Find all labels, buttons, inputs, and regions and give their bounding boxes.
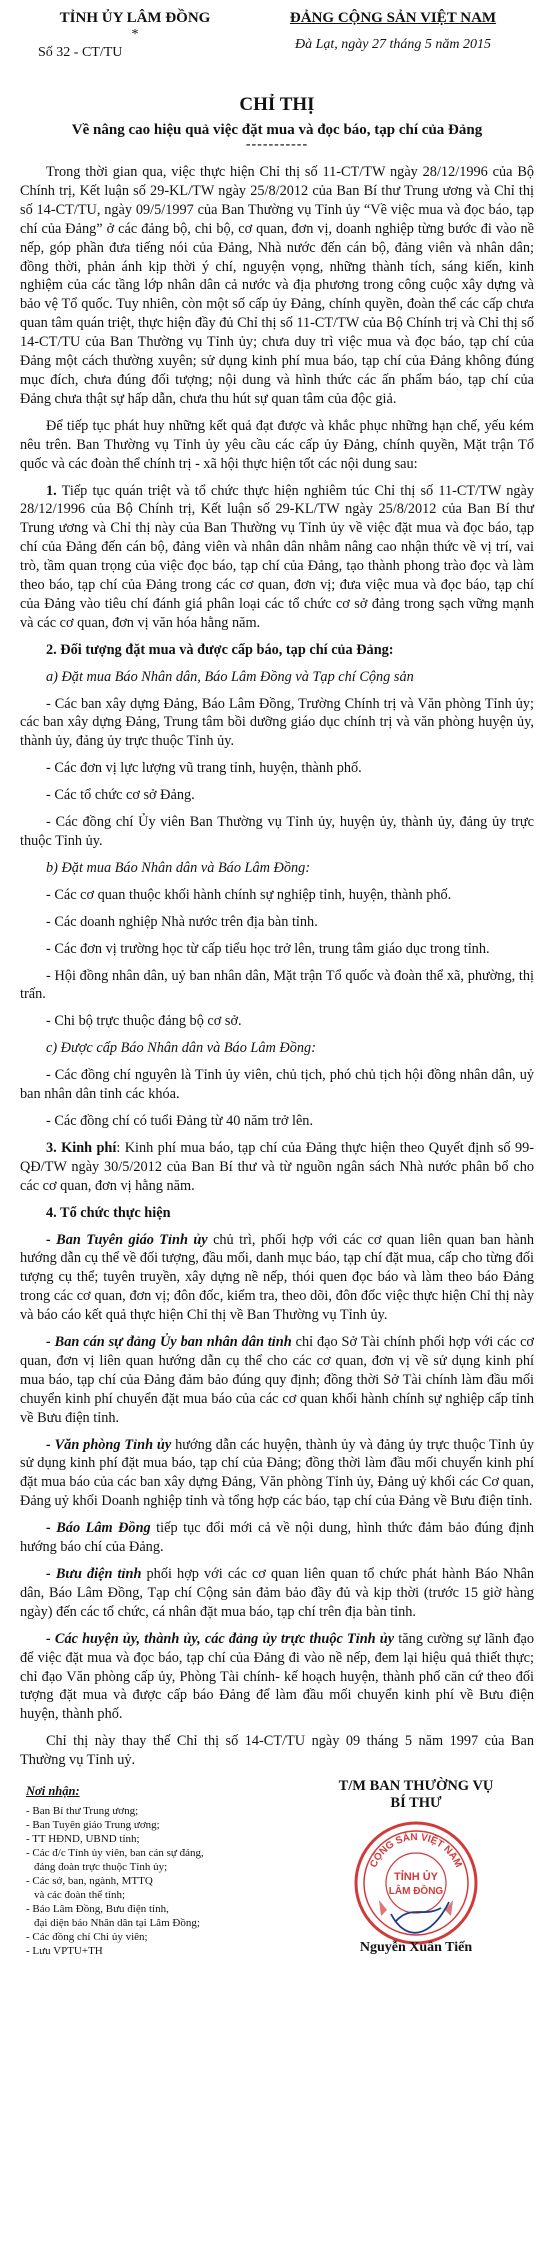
recipient-item: và các đoàn thể tỉnh; (34, 1889, 126, 1902)
recipient-item: - Báo Lâm Đồng, Bưu điện tỉnh, (26, 1903, 169, 1916)
paragraph-section-3: 3. Kinh phí: Kinh phí mua báo, tạp chí của Đảng thực hiện theo Quyết định số 99-QĐ/TW ngày 30/5/2012 của Ban Bí thư và từ nguồn ngân sách Nhà nước phân bổ cho các cơ quan, đơn vị hằng năm. (20, 1139, 534, 1194)
paragraph-replacement: Chỉ thị này thay thế Chỉ thị số 14-CT/TU ngày 09 tháng 5 năm 1997 của Ban Thường vụ Tỉnh uỷ. (20, 1733, 534, 1769)
subheading-2a: a) Đặt mua Báo Nhân dân, Báo Lâm Đồng và Tạp chí Cộng sản (46, 668, 414, 685)
paragraph-request: Để tiếp tục phát huy những kết quả đạt được và khắc phục những hạn chế, yếu kém nêu trên. Ban Thường vụ Tỉnh ủy yêu cầu các cấp ủy Đảng, chính quyền, Mặt trận Tổ quốc và các đoàn thể chính trị - xã hội thực hiện tốt các nội dung sau: (20, 417, 534, 472)
title-divider: ----------- (245, 137, 309, 152)
list-item: - Các đơn vị lực lượng vũ trang tỉnh, huyện, thành phố. (46, 760, 362, 777)
paragraph-section-1: 1. Tiếp tục quán triệt và tổ chức thực hiện nghiêm túc Chỉ thị số 11-CT/TW ngày 28/12/1996 của Bộ Chính trị, Kết luận số 29-KL/TW ngày 25/8/2012 của Ban Bí thư Trung ương và Chỉ thị này của Ban Thường vụ Tỉnh ủy về việc đặt mua và đọc báo, tạp chí của Đảng đến cán bộ, đảng viên và nhân dân nhằm nâng cao nhận thức về vị trí, vai trò, tầm quan trọng của việc đọc báo, tạp chí của Đảng, tạo thành phong trào đọc và làm theo báo, tạp chí của Đảng trong các cơ quan, đơn vị; đưa việc mua và đọc báo, tạp chí của Đảng vào tiêu chí đánh giá phân loại các tổ chức cơ sở đảng trong sạch vững mạnh và các cơ quan, đơn vị văn hóa hằng năm. (20, 482, 534, 631)
paragraph-task-office: - Văn phòng Tỉnh ủy hướng dẫn các huyện, thành ủy và đảng ủy trực thuộc Tỉnh ủy sử dụng kinh phí đặt mua báo, tạp chí của Đảng; đồng thời làm đầu mối chuyển kinh phí đặt mua báo của các ban xây dựng Đảng, Văn phòng Tỉnh ủy, Đảng uỷ khối các Cơ quan, Đảng uỷ khối Doanh nghiệp tỉnh và tổng hợp các báo, tạp chí của Đảng về Bưu điện tỉnh. (20, 1436, 535, 1510)
recipient-item: đảng đoàn trực thuộc Tỉnh ủy; (34, 1861, 168, 1874)
document-date: Đà Lạt, ngày 27 tháng 5 năm 2015 (295, 37, 491, 52)
recipient-item: - Ban Bí thư Trung ương; (26, 1805, 139, 1818)
document-title: CHỈ THỊ (239, 94, 315, 115)
paragraph-task-propaganda: - Ban Tuyên giáo Tỉnh ủy chủ trì, phối hợp với các cơ quan liên quan ban hành hướng dẫn cụ thể về đối tượng, đầu mối, danh mục báo, tạp chí đặt mua, cấp cho từng đối tượng cụ thể; tuyên truyền, xây dựng nề nếp, thói quen đọc báo và làm theo báo Đảng trong các cơ quan, đơn vị; đôn đốc, kiểm tra, theo dõi, đôn đốc việc thực hiện Chỉ thị này và báo cáo kết quả thực hiện Chỉ thị về Ban Thường vụ Tỉnh ủy. (20, 1231, 534, 1324)
paragraph-intro: Trong thời gian qua, việc thực hiện Chỉ thị số 11-CT/TW ngày 28/12/1996 của Bộ Chính trị, Kết luận số 29-KL/TW ngày 25/8/2012 của Ban Bí thư Trung ương và Chỉ thị số 14-CT/TU, ngày 09/5/1997 của Ban Thường vụ Tỉnh ủy “Về việc mua và đọc báo, tạp chí của Đảng” ở các đảng bộ, chi bộ, cơ quan, đơn vị, doanh nghiệp từng bước đi vào nề nếp, góp phần đưa tiếng nói của Đảng, Nhà nước đến cán bộ, đảng viên và nhân dân; đồng thời, phản ánh kịp thời ý chí, nguyện vọng, những thành tích, sáng kiến, kinh nghiệm của các tầng lớp nhân dân cả nước và địa phương trong công cuộc xây dựng và bảo vệ Tổ quốc. Tuy nhiên, còn một số cấp ủy Đảng, chính quyền, đoàn thể các cấp chưa quan tâm quán triệt, thực hiện đầy đủ Chỉ thị số 11-CT/TW của Bộ Chính trị và Chỉ thị số 14-CT/TU của Ban Thường vụ Tỉnh ủy; chưa duy trì việc mua và đọc báo, tạp chí của Đảng một cách thường xuyên; sử dụng kinh phí mua báo, tạp chí của Đảng không đúng mục đích, chưa đúng đối tượng; nội dung và hình thức các ấn phẩm báo, tạp chí của Đảng chưa thật sự hấp dẫn, chưa thu hút sự quan tâm của độc giả. (20, 164, 534, 407)
recipients-list (26, 1804, 276, 1958)
issuer-block (30, 10, 240, 61)
list-item: - Các tổ chức cơ sở Đảng. (46, 787, 195, 804)
recipients-label: Nơi nhận: (26, 1784, 80, 1799)
list-item: - Chi bộ trực thuộc đảng bộ cơ sở. (46, 1013, 242, 1030)
svg-text:TỈNH ỦY: TỈNH ỦY (394, 1871, 438, 1884)
paragraph-task-ubnd: - Ban cán sự đảng Ủy ban nhân dân tỉnh chỉ đạo Sở Tài chính phối hợp với các cơ quan, đơn vị liên quan hướng dẫn cụ thể cho các cơ quan, đơn vị về sử dụng kinh phí mua báo, tạp chí của Đảng đảm bảo đúng quy định; đồng thời Sở Tài chính làm đầu mối chuyển kinh phí chuyển đặt mua báo của các cơ quan khối hành chính sự nghiệp cấp tỉnh về Bưu điện tỉnh. (20, 1334, 534, 1426)
recipient-item: - Các đ/c Tỉnh ủy viên, ban cán sự đảng, (26, 1847, 204, 1860)
signer-name: Nguyễn Xuân Tiến (359, 1940, 473, 1956)
recipient-item: - Các sở, ban, ngành, MTTQ (26, 1875, 153, 1888)
list-item: - Các đồng chí Ủy viên Ban Thường vụ Tỉnh ủy, huyện ủy, thành ủy, đảng ủy trực thuộc Tỉnh ủy. (20, 814, 534, 849)
signature-block (306, 1778, 526, 1956)
list-item: - Các đồng chí có tuổi Đảng từ 40 năm trở lên. (46, 1112, 314, 1129)
svg-text:CỘNG SẢN VIỆT NAM: CỘNG SẢN VIỆT NAM (368, 1831, 464, 1870)
subheading-2b: b) Đặt mua Báo Nhân dân và Báo Lâm Đồng: (46, 859, 311, 876)
paragraph-task-newspaper: - Báo Lâm Đồng tiếp tục đổi mới cả về nội dung, hình thức đảm bảo đúng định hướng báo chí của Đảng. (20, 1520, 534, 1556)
list-item: - Các cơ quan thuộc khối hành chính sự nghiệp tỉnh, huyện, thành phố. (46, 886, 452, 903)
document-number: Số 32 - CT/TU (38, 45, 123, 60)
list-item: - Các đơn vị trường học từ cấp tiểu học trở lên, trung tâm giáo dục trong tỉnh. (46, 940, 490, 957)
recipient-item: - Các đồng chí Chi ủy viên; (26, 1931, 148, 1944)
sign-role: BÍ THƯ (390, 1795, 442, 1812)
recipient-item: - Lưu VPTU+TH (26, 1945, 103, 1958)
issuer-name: TỈNH ỦY LÂM ĐỒNG (59, 10, 211, 26)
document-header (20, 6, 534, 92)
recipient-item: đại diện báo Nhân dân tại Lâm Đồng; (34, 1917, 200, 1930)
party-block (258, 10, 528, 53)
recipients-block (26, 1784, 276, 1958)
document-footer (20, 1778, 534, 2008)
issuer-star: * (131, 27, 139, 42)
list-item: - Các đồng chí nguyên là Tỉnh ủy viên, chủ tịch, phó chủ tịch hội đồng nhân dân, uỷ ban nhân dân tỉnh các khóa. (20, 1067, 534, 1103)
paragraph-task-districts: - Các huyện ủy, thành ủy, các đảng ủy trực thuộc Tỉnh ủy tăng cường sự lãnh đạo để việc đặt mua và đọc báo, tạp chí của Đảng đi vào nề nếp, đem lại hiệu quả thiết thực; chỉ đạo Văn phòng cấp ủy, Phòng Tài chính- kế hoạch huyện, thành phố căn cứ theo đối tượng đặt mua và được cấp báo Đảng để làm đầu mối chuyển kinh phí về Bưu điện huyện, thành phố. (20, 1630, 534, 1723)
recipient-item: - TT HĐND, UBND tỉnh; (26, 1833, 140, 1846)
paragraph-task-post: - Bưu điện tỉnh phối hợp với các cơ quan liên quan tổ chức phát hành Báo Nhân dân, Báo Lâm Đồng, Tạp chí Cộng sản đảm bảo đầy đủ và kịp thời (trước 15 giờ hàng ngày) đến các tổ chức, cá nhân đặt mua báo, tạp chí trên địa bàn tỉnh. (20, 1566, 534, 1620)
sign-title: T/M BAN THƯỜNG VỤ (338, 1778, 494, 1795)
recipient-item: - Ban Tuyên giáo Trung ương; (26, 1819, 160, 1832)
party-name: ĐẢNG CỘNG SẢN VIỆT NAM (289, 10, 497, 26)
list-item: - Hội đồng nhân dân, uỷ ban nhân dân, Mặt trận Tổ quốc và đoàn thể xã, phường, thị trấn. (20, 967, 534, 1003)
heading-section-4: 4. Tổ chức thực hiện (46, 1204, 171, 1221)
document-subtitle: Về nâng cao hiệu quả việc đặt mua và đọc báo, tạp chí của Đảng (71, 122, 483, 138)
heading-section-2: 2. Đối tượng đặt mua và được cấp báo, tạp chí của Đảng: (46, 641, 394, 658)
subheading-2c: c) Được cấp Báo Nhân dân và Báo Lâm Đồng: (46, 1040, 316, 1057)
list-item: - Các doanh nghiệp Nhà nước trên địa bàn tỉnh. (46, 913, 318, 930)
list-item: - Các ban xây dựng Đảng, Báo Lâm Đồng, Trường Chính trị và Văn phòng Tỉnh ủy; các ban xây dựng Đảng, Trung tâm bồi dưỡng giáo dục chính trị và văn phòng huyện ủy, thành ủy, đảng ủy trực thuộc Tỉnh ủy. (20, 695, 534, 750)
svg-text:LÂM ĐỒNG: LÂM ĐỒNG (388, 1886, 444, 1898)
official-seal-icon (351, 1818, 481, 1948)
document-body (20, 163, 534, 1770)
